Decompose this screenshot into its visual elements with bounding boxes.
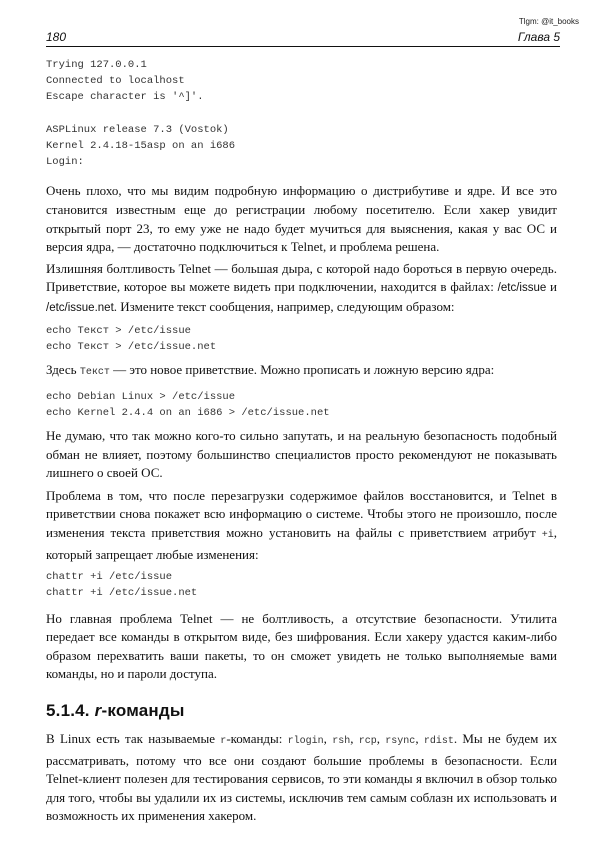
paragraph-2 xyxy=(46,260,557,318)
code-line: Trying 127.0.0.1 xyxy=(46,59,147,71)
chapter-label: Глава 5 xyxy=(517,30,560,44)
text: -команды: xyxy=(226,730,288,746)
code-line: echo Debian Linux > /etc/issue xyxy=(46,390,236,403)
code-line: echo Текст > /etc/issue.net xyxy=(46,340,217,353)
page-content xyxy=(46,57,557,826)
inline-code: rcp xyxy=(358,735,377,747)
code-line: echo Kernel 2.4.4 on an i686 > /etc/issue.net xyxy=(46,406,330,419)
code-line: chattr +i /etc/issue.net xyxy=(46,587,198,600)
paragraph-3 xyxy=(46,361,557,383)
section-r: r xyxy=(94,700,102,720)
section-number: 5.1.4. xyxy=(46,700,90,720)
inline-code: rsync xyxy=(385,735,416,747)
paragraph-6: Но главная проблема Telnet — не болтливость, а отсутствие безопасности. Утилита передает все команды в открытом виде, без шифрования. Если хакеру удастся каким-либо образом перехватить ваши пакеты, то он сможет увидеть не только выполняемые вами команды, но и пароли доступа. xyxy=(46,610,557,682)
inline-code: +i xyxy=(541,529,554,541)
paragraph-7 xyxy=(46,730,557,826)
text: — это новое приветствие. Можно прописать и ложную версию ядра: xyxy=(109,361,495,377)
text: . Измените текст сообщения, например, следующим образом: xyxy=(113,298,455,314)
code-line: chattr +i /etc/issue xyxy=(46,571,173,584)
text: Излишняя болтливость Telnet — большая дыра, с которой надо бороться в первую очередь. Приветствие, которое вы можете видеть при подключении, находится в файлах: xyxy=(46,260,557,295)
inline-code: Текст xyxy=(79,366,110,378)
code-line: ASPLinux release 7.3 (Vostok) xyxy=(46,123,229,136)
page-number: 180 xyxy=(46,30,67,44)
code-block-issue xyxy=(46,323,557,355)
code-line: Escape character is '^]'. xyxy=(46,91,204,104)
text: . Мы не будем их рассматривать, потому что все они создают большие проблемы в безопасности. Если Telnet-клиент полезен для тестирования сервисов, то эти команды я включил в обзор только для того, чтобы вы удалили их из системы, исключив тем самым соблазн их использовать и возможность их применения хакером. xyxy=(46,730,558,824)
text: , xyxy=(415,730,424,746)
code-block-fake-kernel xyxy=(46,389,557,421)
inline-code: r xyxy=(220,735,227,747)
code-block-chattr xyxy=(46,569,557,601)
section-title: -команды xyxy=(101,700,185,720)
code-block-telnet-banner xyxy=(46,57,557,170)
code-line: Kernel 2.4.18-15asp on an i686 xyxy=(46,140,236,153)
text: , xyxy=(350,730,359,746)
text: В Linux есть так называемые xyxy=(46,730,221,746)
paragraph-4: Не думаю, что так можно кого-то сильно запутать, и на реальную безопасность подобный обман не влияет, поэтому большинство специалистов просто рекомендуют не показывать лишнего о своей ОС. xyxy=(46,427,557,481)
filename: /etc/issue xyxy=(497,282,547,295)
text: Здесь xyxy=(46,361,80,377)
section-heading xyxy=(46,701,557,721)
text: , xyxy=(323,730,333,746)
filename: /etc/issue.net xyxy=(46,301,114,314)
paragraph-1: Очень плохо, что мы видим подробную информацию о дистрибутиве и ядре. И все это становится известным еще до регистрации любому посетителю. Если хакер увидит открытый порт 23, то ему уже не надо будет мучиться для выяснения, какая у вас ОС и версия ядра, — достаточно подключиться к Telnet, и проблема решена. xyxy=(46,183,557,255)
inline-code: rlogin xyxy=(287,735,324,747)
text: и xyxy=(546,279,557,295)
code-line: Login: xyxy=(46,156,84,169)
code-line: echo Текст > /etc/issue xyxy=(46,324,191,337)
text: Проблема в том, что после перезагрузки содержимое файлов восстановится, и Telnet в приветствии снова покажет всю информацию о системе. Чтобы этого не произошло, после изменения текста приветствия можно установить на файлы с приветствием атрибут xyxy=(46,487,557,540)
text: , который запрещает любые изменения: xyxy=(46,524,557,562)
paragraph-5 xyxy=(46,487,557,564)
watermark: Tlgm: @it_books xyxy=(518,17,579,26)
inline-code: rsh xyxy=(332,735,351,747)
code-line: Connected to localhost xyxy=(46,75,185,88)
inline-code: rdist xyxy=(423,735,454,747)
running-header xyxy=(46,30,560,47)
text: , xyxy=(376,730,386,746)
